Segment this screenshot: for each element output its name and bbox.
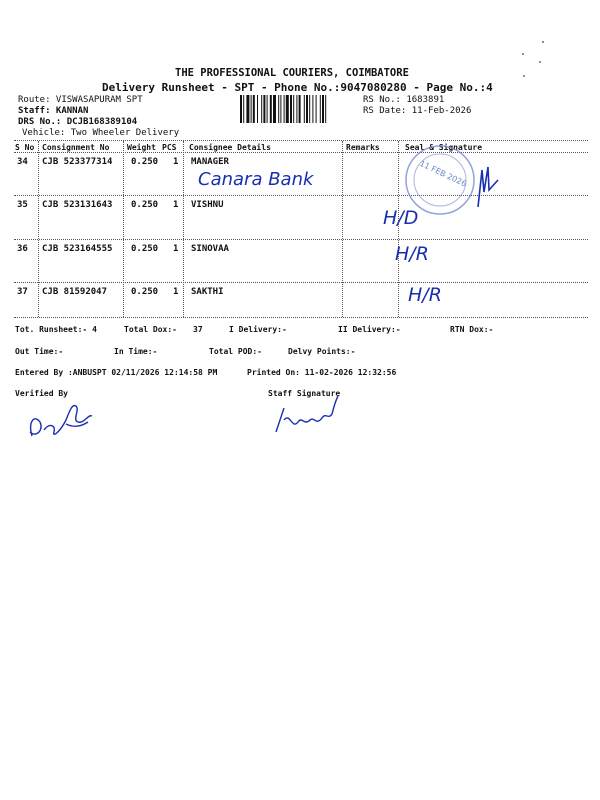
handwritten-remark: H/R	[395, 243, 429, 265]
rs-date: RS Date: 11-Feb-2026	[363, 106, 472, 116]
i-delivery: I Delivery:-	[229, 325, 287, 334]
table-top-rule	[14, 140, 588, 141]
rtn-dox: RTN Dox:-	[450, 325, 494, 334]
row-consignment: CJB 523164555	[42, 244, 113, 254]
staff-signature-mark	[270, 392, 350, 442]
vehicle: Vehicle: Two Wheeler Delivery	[22, 128, 180, 138]
table-header-rule	[14, 152, 588, 153]
handwritten-remark: H/D	[383, 207, 419, 229]
verified-by-label: Verified By	[15, 389, 68, 398]
seal-stamp-icon	[400, 140, 483, 220]
row-sno: 35	[17, 200, 28, 210]
total-dox: Total Dox:-	[124, 325, 177, 334]
row-pcs: 1	[173, 244, 179, 254]
row-weight: 0.250	[131, 244, 159, 254]
handwritten-remark: H/R	[408, 284, 442, 306]
row-weight: 0.250	[131, 200, 159, 210]
total-dox-value: 37	[193, 325, 203, 334]
staff: Staff: KANNAN	[18, 106, 89, 116]
row-pcs: 1	[173, 287, 179, 297]
row-weight: 0.250	[131, 287, 159, 297]
printed-on: Printed On: 11-02-2026 12:32:56	[247, 368, 397, 377]
scan-speck-marks	[520, 38, 550, 78]
row-consignee: SAKTHI	[191, 287, 224, 297]
row-consignment: CJB 523131643	[42, 200, 113, 210]
row-consignment: CJB 81592047	[42, 287, 108, 297]
route: Route: VISWASAPURAM SPT	[18, 95, 143, 105]
column-rule	[183, 141, 184, 317]
column-rule	[38, 141, 39, 317]
col-header-consignee: Consignee Details	[189, 143, 271, 152]
handwritten-remark: Canara Bank	[198, 169, 314, 190]
col-header-consignment: Consignment No	[42, 143, 110, 152]
col-header-seal-signature: Seal & Signature	[405, 143, 483, 152]
company-name: THE PROFESSIONAL COURIERS, COIMBATORE	[175, 67, 409, 79]
delivery-signature-mark	[472, 162, 502, 212]
row-pcs: 1	[173, 200, 179, 210]
row-consignee: SINOVAA	[191, 244, 229, 254]
ii-delivery: II Delivery:-	[338, 325, 401, 334]
staff-signature-label: Staff Signature	[268, 389, 341, 398]
table-bottom-rule	[14, 317, 588, 318]
column-rule	[398, 141, 399, 317]
entered-by: Entered By :ANBUSPT 02/11/2026 12:14:58 PM	[15, 368, 218, 377]
row-weight: 0.250	[131, 157, 159, 167]
col-header-sno: S No	[15, 143, 35, 152]
col-header-weight: Weight	[127, 143, 156, 152]
col-header-remarks: Remarks	[346, 143, 380, 152]
row-consignee: VISHNU	[191, 200, 224, 210]
drs-number: DRS No.: DCJB168389104	[18, 117, 138, 127]
total-pod: Total POD:-	[209, 347, 262, 356]
row-rule	[14, 239, 588, 240]
rs-number: RS No.: 1683891	[363, 95, 445, 105]
tot-runsheet: Tot. Runsheet:- 4	[15, 325, 97, 334]
column-rule	[342, 141, 343, 317]
runsheet-title: Delivery Runsheet - SPT - Phone No.:9047080280 - Page No.:4	[102, 81, 493, 94]
row-pcs: 1	[173, 157, 179, 167]
stamp-date: 11 FEB 2026	[418, 158, 468, 189]
delvy-points: Delvy Points:-	[288, 347, 356, 356]
verified-signature-mark	[26, 392, 106, 442]
in-time: In Time:-	[114, 347, 158, 356]
row-rule	[14, 282, 588, 283]
column-rule	[123, 141, 124, 317]
barcode-icon	[240, 95, 360, 123]
row-sno: 34	[17, 157, 28, 167]
col-header-pcs: PCS	[162, 143, 177, 152]
out-time: Out Time:-	[15, 347, 64, 356]
row-consignee: MANAGER	[191, 157, 229, 167]
row-sno: 36	[17, 244, 28, 254]
row-consignment: CJB 523377314	[42, 157, 113, 167]
row-sno: 37	[17, 287, 28, 297]
